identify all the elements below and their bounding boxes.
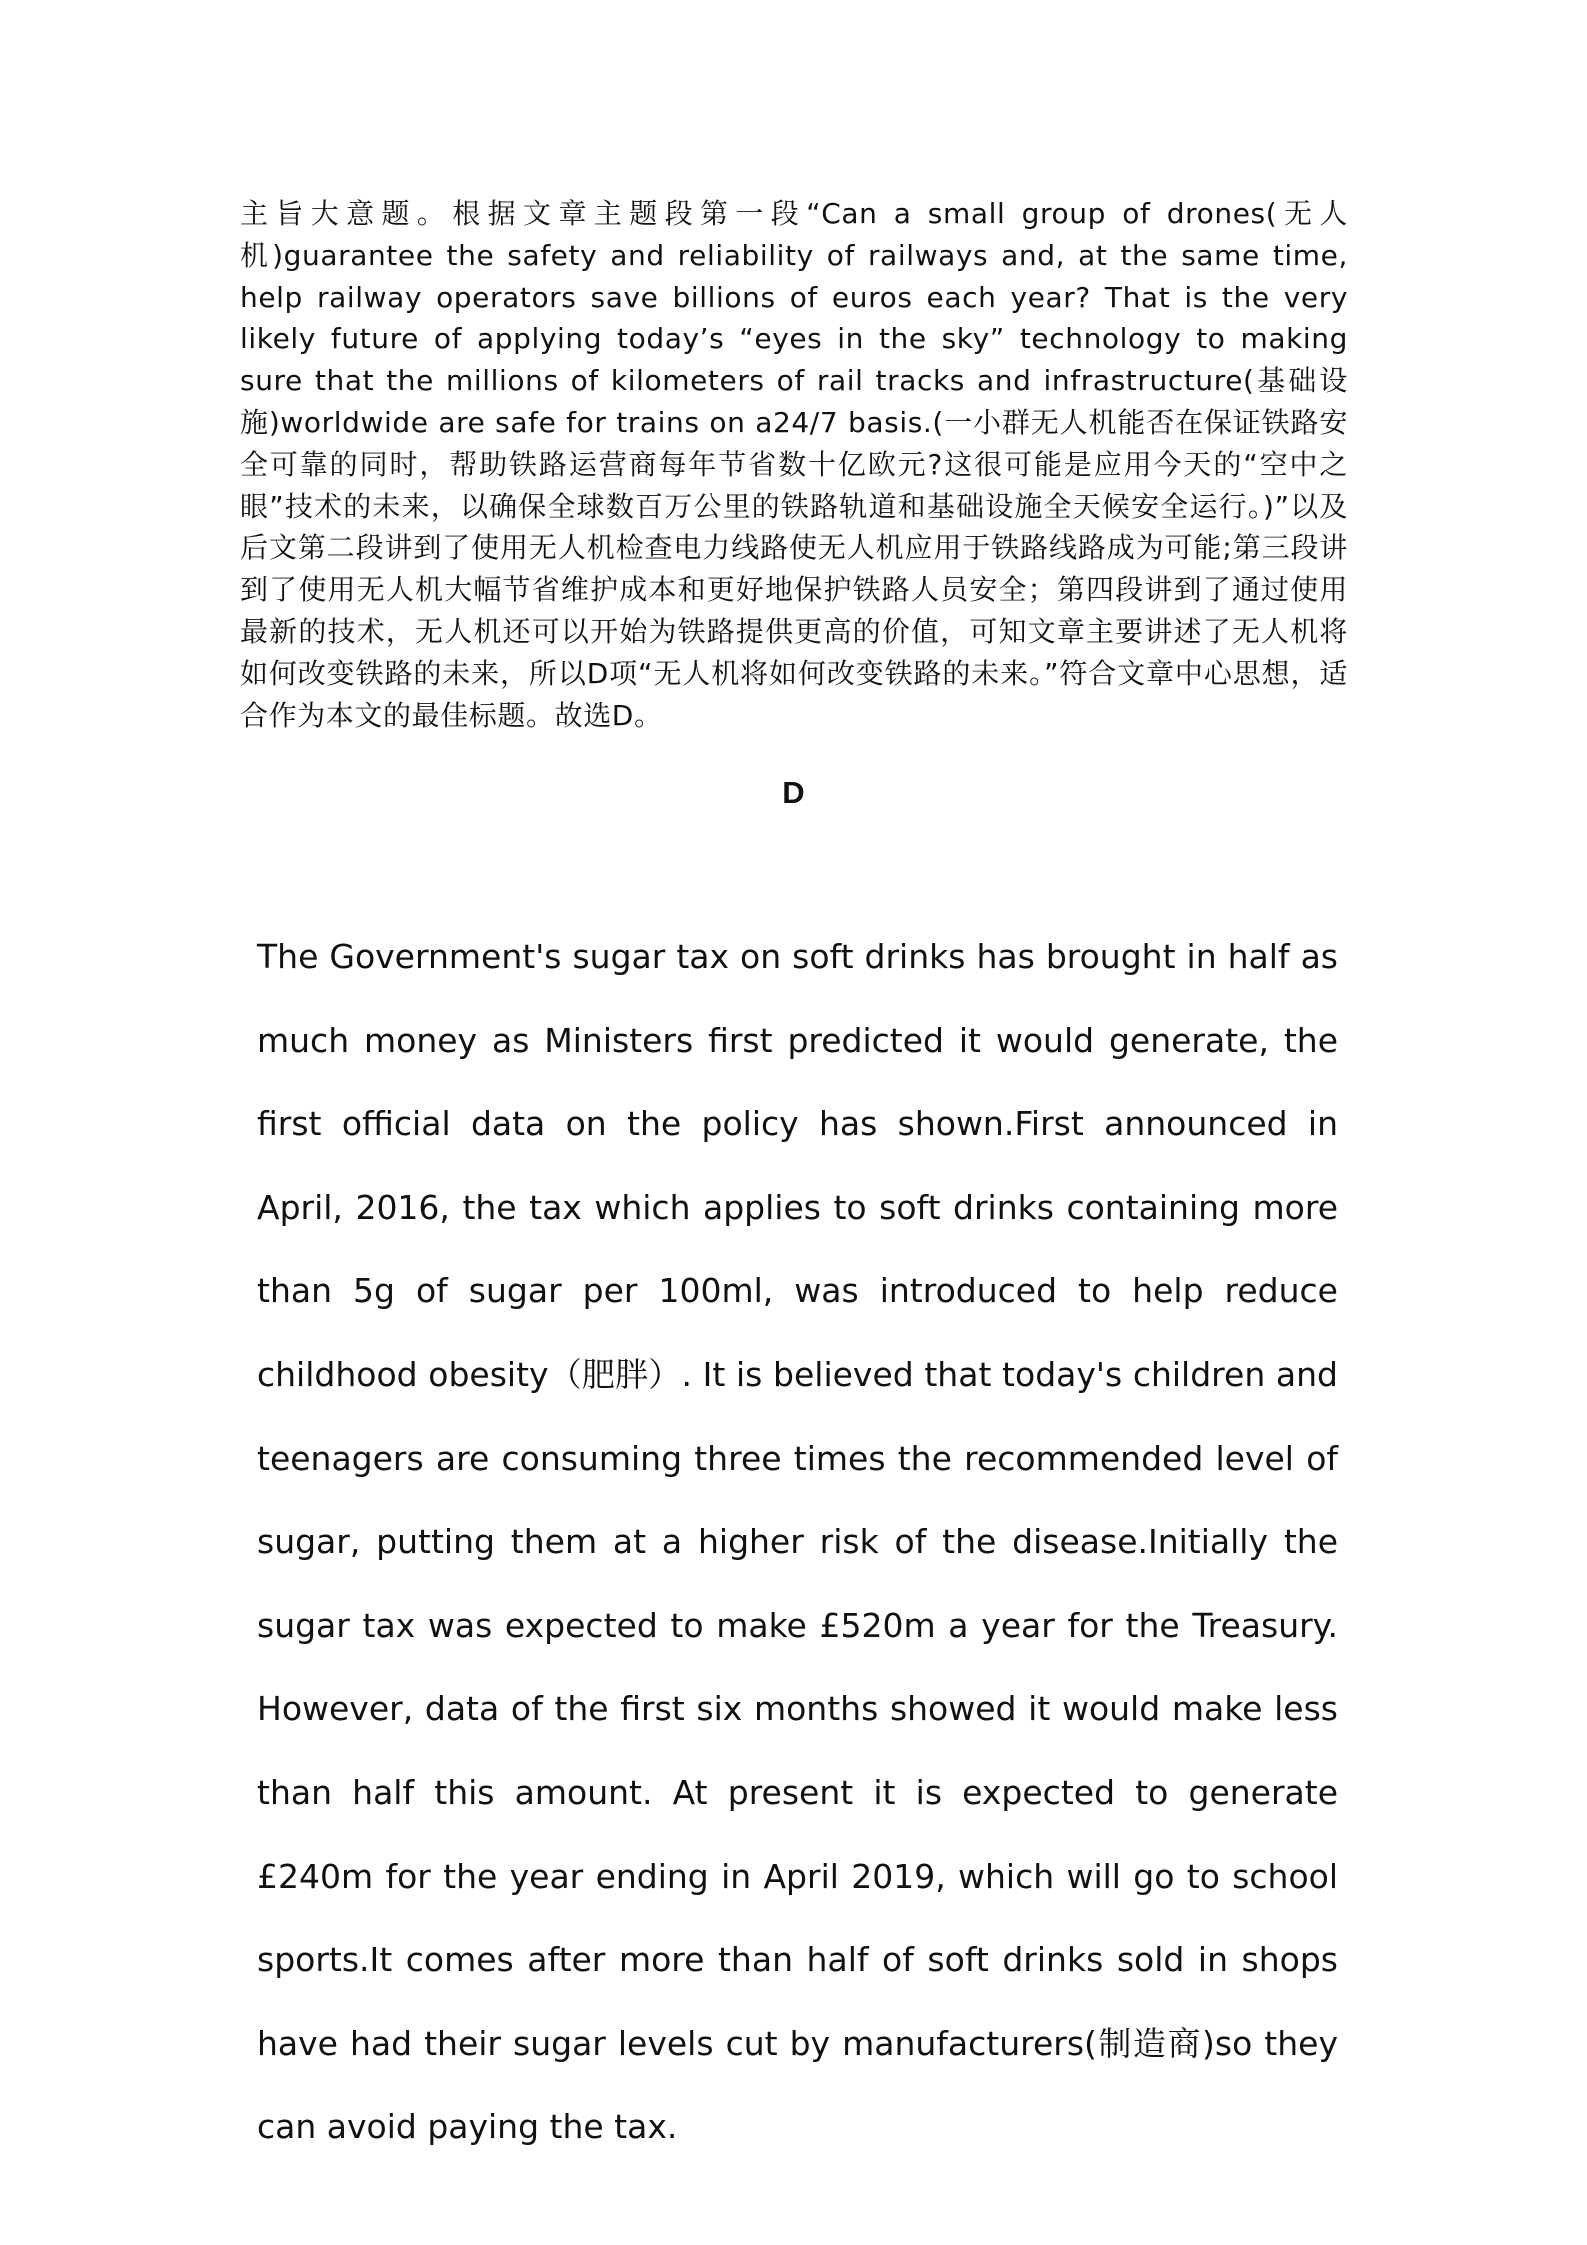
section-heading: D (782, 775, 805, 810)
reading-passage: The Government's sugar tax on soft drinks has brought in half as much money as Ministers first predicted it would generate, the first official data on the policy has shown.First announced in April, 2016, the tax which applies to soft drinks containing more than 5g of sugar per 100ml, was introduced to help reduce childhood obesity（肥胖）. It is believed that today's children and teenagers are consuming three times the recommended level of sugar, putting them at a higher risk of the disease.Initially the sugar tax was expected to make £520m a year for the Treasury. However, data of the first six months showed it would make less than half this amount. At present it is expected to generate £240m for the year ending in April 2019, which will go to school sports.It comes after more than half of soft drinks sold in shops have had their sugar levels cut by manufacturers(制造商)so they can avoid paying the tax. (257, 937, 1338, 2147)
answer-explanation: 主旨大意题。根据文章主题段第一段“Can a small group of drones(无人机)guarantee the safety and reliability of railways and, at the same time, help railway operators save billions of euros each year? That is the very likely future of applying today’s “eyes in the sky” technology to making sure that the millions of kilometers of rail tracks and infrastructure(基础设施)worldwide are safe for trains on a24/7 basis.(一小群无人机能否在保证铁路安全可靠的同时，帮助铁路运营商每年节省数十亿欧元?这很可能是应用今天的“空中之眼”技术的未来，以确保全球数百万公里的铁路轨道和基础设施全天候安全运行。)”以及后文第二段讲到了使用无人机检查电力线路使无人机应用于铁路线路成为可能;第三段讲到了使用无人机大幅节省维护成本和更好地保护铁路人员安全；第四段讲到了通过使用最新的技术，无人机还可以开始为铁路提供更高的价值，可知文章主要讲述了无人机将如何改变铁路的未来，所以D项“无人机将如何改变铁路的未来。”符合文章中心思想，适合作为本文的最佳标题。故选D。 (240, 197, 1348, 732)
